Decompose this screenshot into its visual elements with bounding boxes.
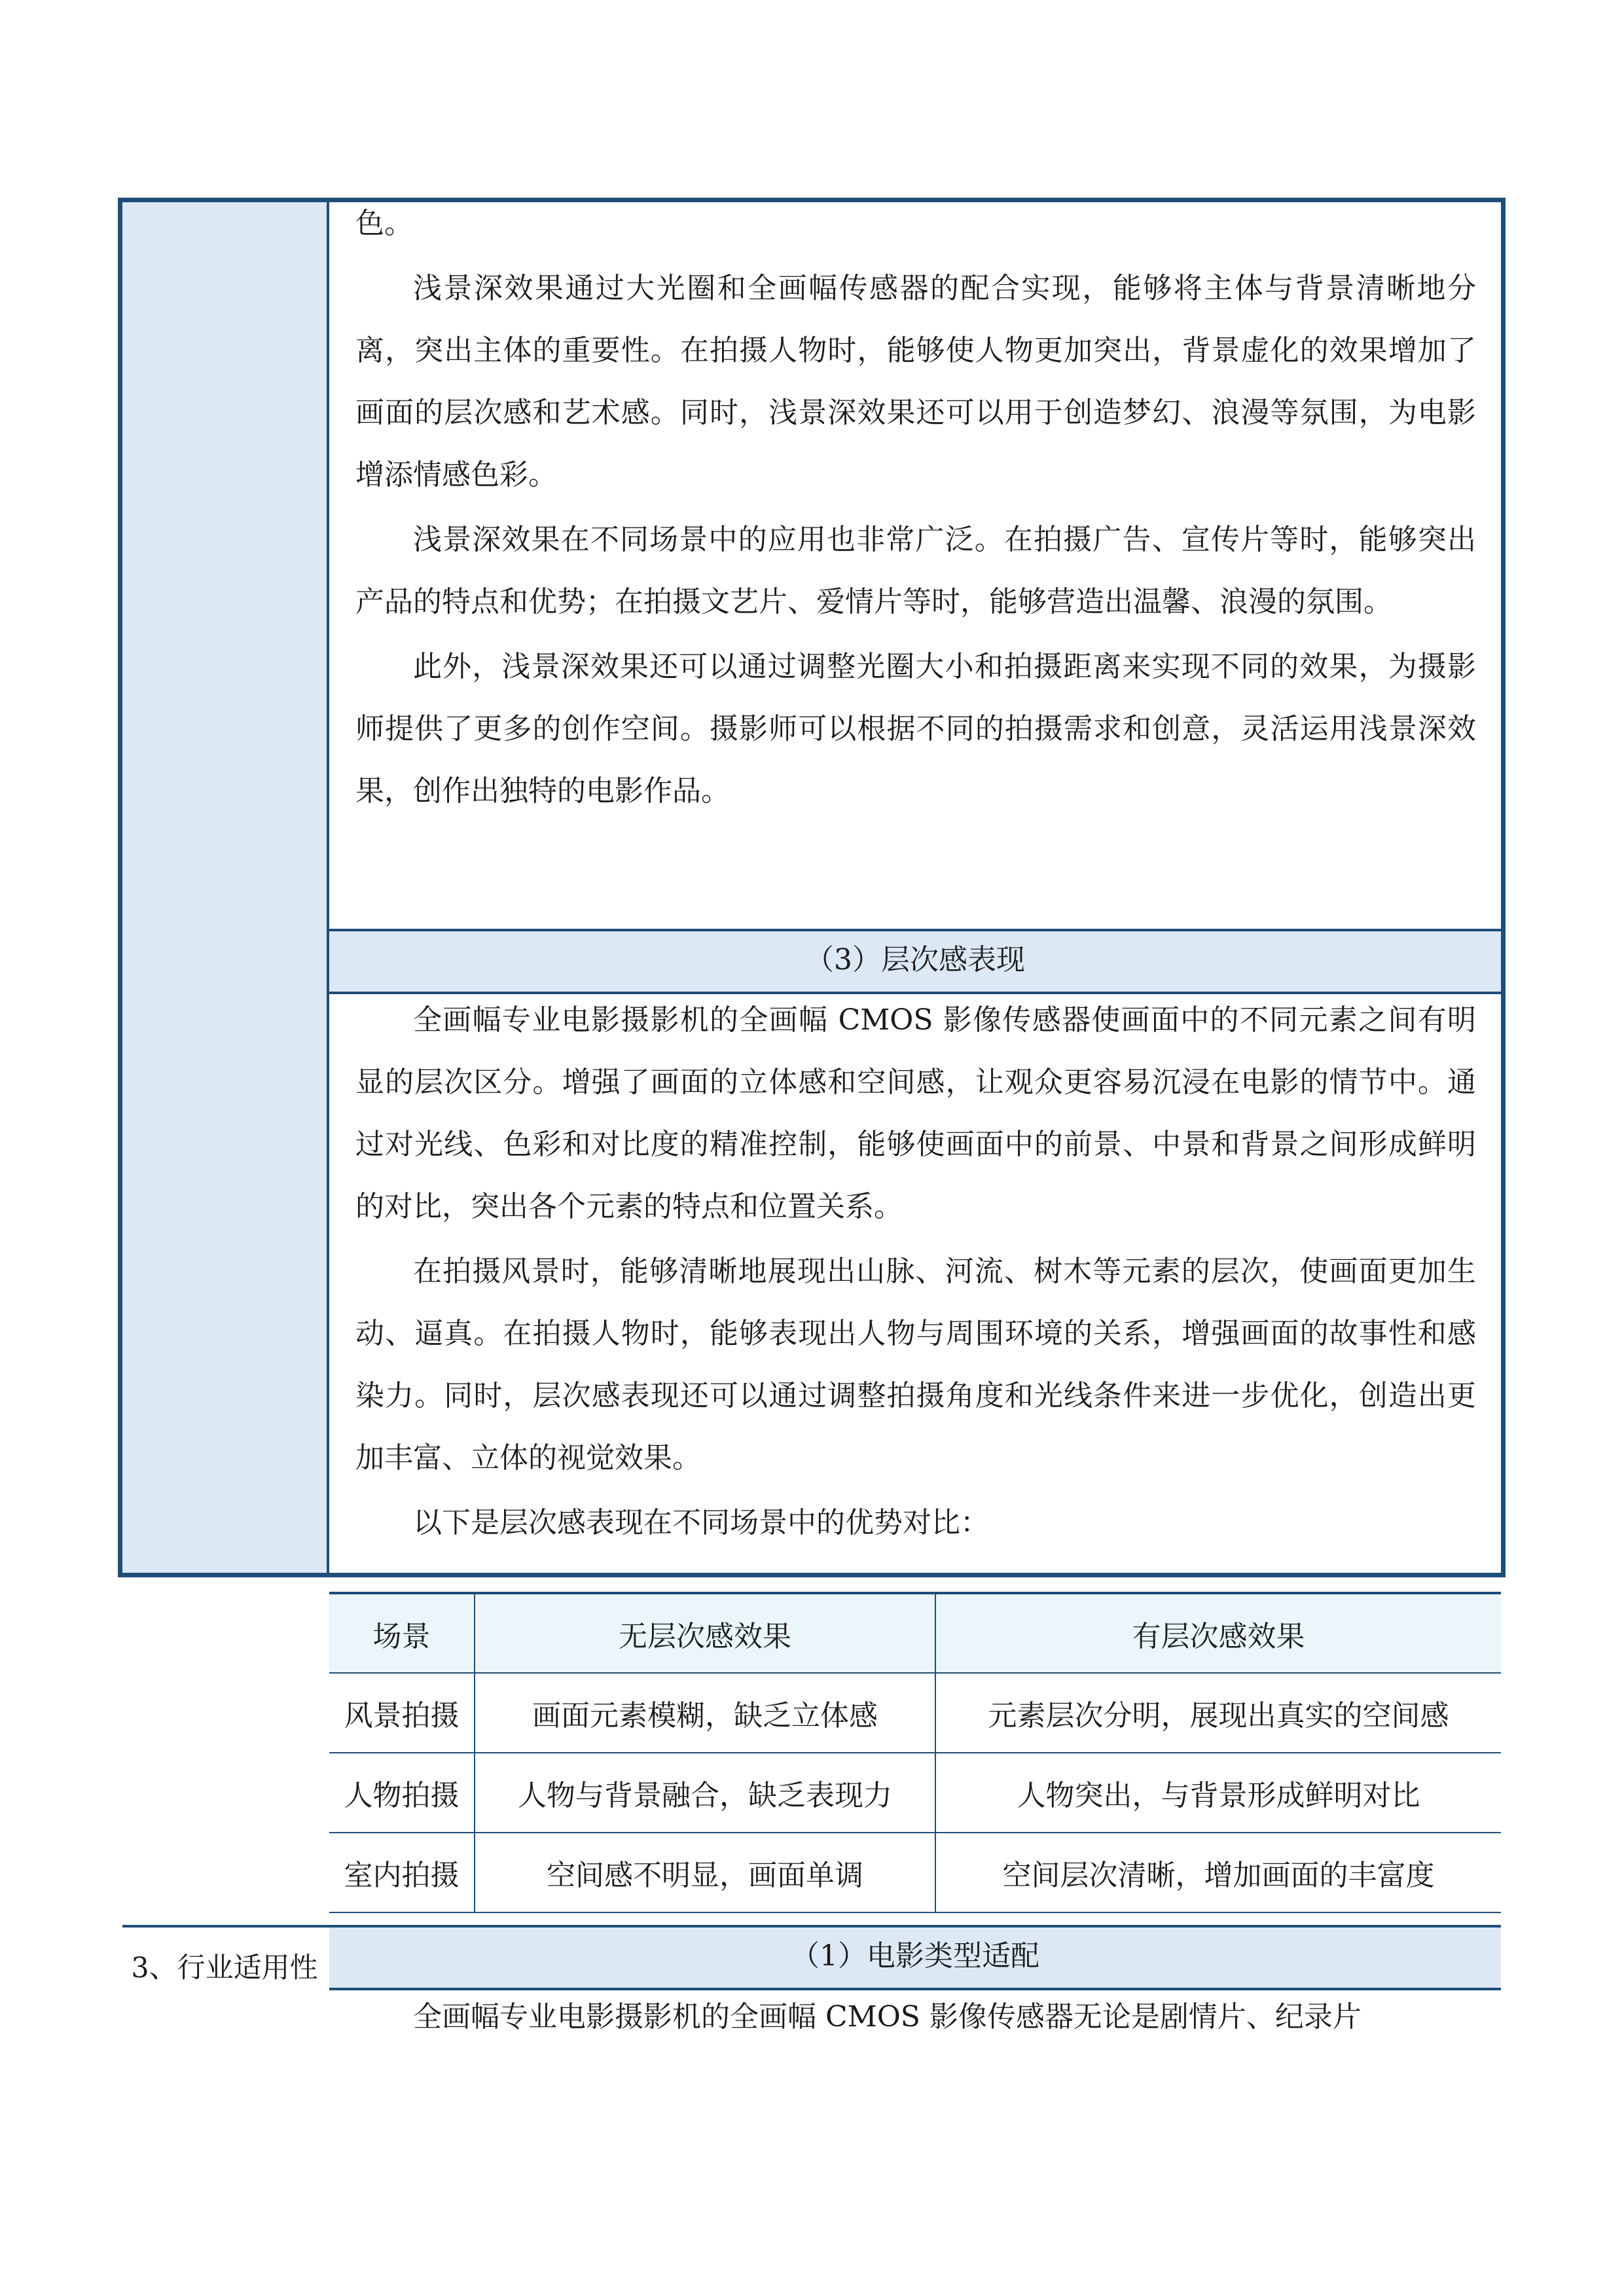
table-header-row <box>329 1593 1501 1673</box>
table-row <box>329 1833 1501 1912</box>
table-header-cell: 有层次感效果 <box>935 1593 1501 1673</box>
table-header-cell: 场景 <box>329 1593 475 1673</box>
section-heading-layering: （3）层次感表现 <box>329 929 1501 994</box>
table-cell: 空间感不明显，画面单调 <box>475 1833 935 1912</box>
intro-fragment: 色。 <box>355 207 413 240</box>
paragraph: 此外，浅景深效果还可以通过调整光圈大小和拍摄距离来实现不同的效果，为摄影师提供了更多的创作空间。摄影师可以根据不同的拍摄需求和创意，灵活运用浅景深效果，创作出独特的电影作品。 <box>355 650 1476 808</box>
content-column <box>329 202 1501 2034</box>
paragraph: 全画幅专业电影摄影机的全画幅 CMOS 影像传感器无论是剧情片、纪录片 <box>413 2000 1362 2034</box>
layering-block <box>329 989 1501 1554</box>
section-heading-film-types: （1）电影类型适配 <box>329 1925 1501 1990</box>
table-cell: 元素层次分明，展现出真实的空间感 <box>935 1673 1501 1753</box>
table-cell: 风景拍摄 <box>329 1673 475 1753</box>
paragraph: 浅景深效果在不同场景中的应用也非常广泛。在拍摄广告、宣传片等时，能够突出产品的特点和优势；在拍摄文艺片、爱情片等时，能够营造出温馨、浪漫的氛围。 <box>355 523 1476 619</box>
table-header-cell: 无层次感效果 <box>475 1593 935 1673</box>
paragraph: 全画幅专业电影摄影机的全画幅 CMOS 影像传感器使画面中的不同元素之间有明显的层次区分。增强了画面的立体感和空间感，让观众更容易沉浸在电影的情节中。通过对光线、色彩和对比度的精准控制，能够使画面中的前景、中景和背景之间形成鲜明的对比，突出各个元素的特点和位置关系。 <box>355 1003 1476 1223</box>
table-cell: 空间层次清晰，增加画面的丰富度 <box>935 1833 1501 1912</box>
table-row <box>329 1673 1501 1753</box>
paragraph: 浅景深效果通过大光圈和全画幅传感器的配合实现，能够将主体与背景清晰地分离，突出主体的重要性。在拍摄人物时，能够使人物更加突出，背景虚化的效果增加了画面的层次感和艺术感。同时，浅景深效果还可以用于创造梦幻、浪漫等氛围，为电影增添情感色彩。 <box>355 272 1476 492</box>
table-cell: 人物突出，与背景形成鲜明对比 <box>935 1753 1501 1833</box>
table-cell: 画面元素模糊，缺乏立体感 <box>475 1673 935 1753</box>
paragraph: 在拍摄风景时，能够清晰地展现出山脉、河流、树木等元素的层次，使画面更加生动、逼真。在拍摄人物时，能够表现出人物与周围环境的关系，增强画面的故事性和感染力。同时，层次感表现还可以通过调整拍摄角度和光线条件来进一步优化，创造出更加丰富、立体的视觉效果。 <box>355 1255 1476 1475</box>
film-types-block <box>329 1986 1501 2048</box>
left-column-divider <box>122 1925 329 1928</box>
shallow-dof-block <box>329 192 1501 822</box>
table-cell: 人物拍摄 <box>329 1753 475 1833</box>
table-row <box>329 1753 1501 1833</box>
paragraph: 以下是层次感表现在不同场景中的优势对比： <box>413 1506 989 1539</box>
table-cell: 人物与背景融合，缺乏表现力 <box>475 1753 935 1833</box>
section-label: 3、行业适用性 <box>131 1952 318 1984</box>
document-table <box>118 198 1506 2034</box>
left-label-column <box>122 202 329 1984</box>
table-cell: 室内拍摄 <box>329 1833 475 1912</box>
comparison-table <box>329 1592 1501 1913</box>
